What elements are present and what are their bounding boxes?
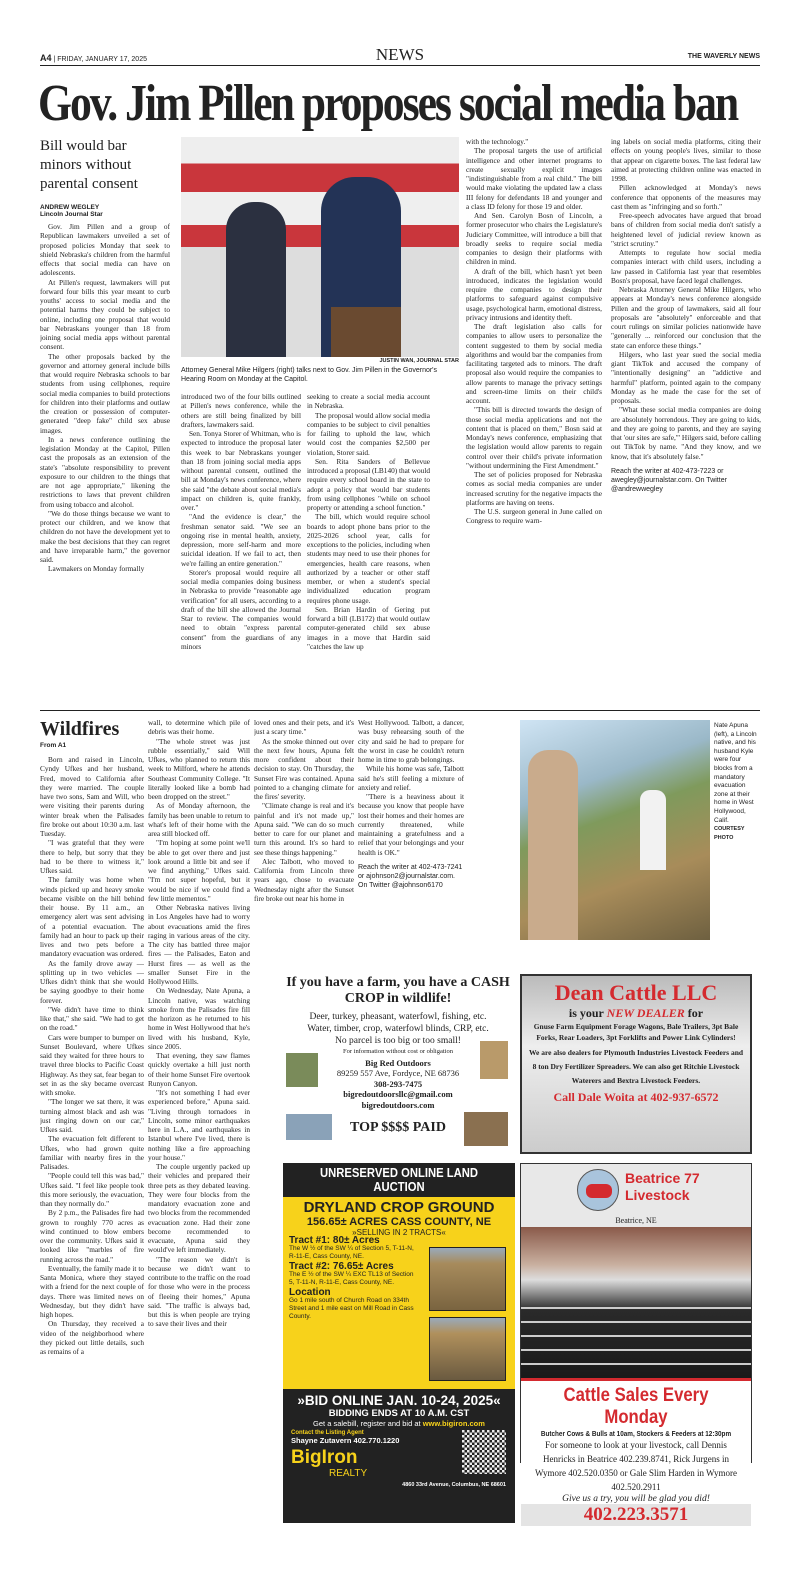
dean-cattle-ad — [520, 974, 752, 1154]
ad-business: Big Red Outdoors — [365, 1057, 431, 1068]
paragraph: Nebraska Attorney General Mike Hilgers, who appears at Monday's news conference alongside Pillen and the group of lawmakers, said all four proposals are "absolutely" enforceable and that court rulings on similar policies nationwide have "generally ... reinforced our conclusion that the state can enforce these things." — [611, 285, 761, 350]
paragraph: loved ones and their pets, and it's just a scary time." — [254, 718, 354, 737]
paragraph: On Wednesday, Nate Apuna, a Lincoln native, was watching smoke from the Palisades fire fill the horizon as he returned to his home in West Hollywood that he's lived with his husband, Kyle, since 2005. — [148, 986, 250, 1051]
paragraph: The evacuation felt different to Ufkes, who had grown quite familiar with nearby fires in the Palisades. — [40, 1134, 144, 1171]
auction-address: 4860 33rd Avenue, Columbus, NE 68601 — [402, 1482, 506, 1488]
paragraph: "The longer we sat there, it was turning almost black and ash was just ringing down on our car," Ufkes said. — [40, 1097, 144, 1134]
story-column-2 — [181, 392, 301, 702]
author: ANDREW WEGLEY — [40, 204, 100, 211]
qr-code[interactable] — [462, 1430, 506, 1474]
paragraph: As of Monday afternoon, the family has been unable to return to what's left of their home with the area still blocked off. — [148, 801, 250, 838]
paragraph: "And the evidence is clear," the freshman senator said. "We see an ongoing rise in mental health, anxiety, depression, more self-harm and more suicidal ideation. If we fail to act, then we're failing an entire generation." — [181, 512, 301, 568]
ad-line: Water, timber, crop, waterfowl blinds, CRP, etc. — [307, 1024, 489, 1034]
ad-tracts: »SELLING IN 2 TRACTS« — [352, 1228, 446, 1237]
wildfires-right-column — [358, 718, 464, 963]
location-title: Location — [289, 1287, 331, 1298]
photo-credit: COURTESY PHOTO — [714, 826, 745, 841]
sale-times: Butcher Cows & Bulls at 10am, Stockers & Feeders at 12:30pm — [540, 1429, 732, 1438]
aerial-photo-1 — [429, 1247, 506, 1311]
paragraph: "There is a heaviness about it because you know that people have lost their homes and their homes are currently threatened, while maintaining a gratefulness and a relief that your belongings and your health is OK." — [358, 792, 464, 857]
photo-credit: JUSTIN WAN, JOURNAL STAR — [379, 358, 459, 364]
story-column-4 — [466, 137, 602, 702]
ad-phone: 402.223.3571 — [521, 1504, 751, 1526]
paragraph: At Pillen's request, lawmakers will put forward four bills this year meant to curb youths' access to social media and the potential harms they could be subject to online, including one proposal that would bar Nebraskans younger than 18 from joining social media apps without parental consent. — [40, 277, 170, 352]
paragraph: introduced two of the four bills outlined at Pillen's news conference, while the others are still being finalized by bill drafters, lawmakers said. — [181, 392, 301, 429]
paragraph: As the smoke thinned out over the next few hours, Apuna felt more confident about their decision to stay. On Thursday, the Sunset Fire was contained. Apuna pointed to a changing climate for the fires' severity. — [254, 736, 354, 801]
tract-2-desc: The E ½ of the SW ¼ EXC TL13 of Section 5, T-11-N, R-11-E, Cass County, NE. — [289, 1271, 414, 1286]
paragraph: Hilgers, who last year sued the social media giant TikTok and accused the company of "intentionally designing" an "addictive and harmful" platform, pointed again to the company Monday as he made the case for the set of proposals. — [611, 349, 761, 405]
paragraph: "This bill is directed towards the design of those social media applications and not the content that is placed on them," Bosn said at Monday's news conference, emphasizing that the legislation would allow parents to regain control over their child's private information "without undermining the First Amendment." — [466, 405, 602, 470]
tract-2-title: Tract #2: 76.65± Acres — [289, 1261, 394, 1272]
sale-barn-photo — [521, 1227, 751, 1381]
big-red-outdoors-ad — [284, 975, 512, 1195]
location-desc: Go 1 mile south of Church Road on 334th Street and 1 mile east on Mill Road in Cass County. — [289, 1297, 414, 1320]
ad-call: Call Dale Woita at 402-937-6572 — [553, 1090, 719, 1104]
paragraph: West Hollywood. Talbott, a dancer, was busy rehearsing south of the city and said he had to prepare for the worst in case he couldn't return home in time to grab belongings. — [358, 718, 464, 764]
wildfires-photo-caption — [714, 722, 760, 842]
ad-city: Beatrice, NE — [615, 1216, 657, 1225]
paragraph: Sen. Brian Hardin of Gering put forward a bill (LB172) that would outlaw computer-generated child sex abuse images in a move that Hardin said "catches the law up — [307, 604, 430, 651]
paragraph: "The whole street was just rubble essentially," said Will Ufkes, who planned to return this week to Milford, where he attends Southeast Community College. "It literally looked like a bomb had been dropped on the street." — [148, 736, 250, 801]
paragraph: ing labels on social media platforms, citing their effects on young people's lives, similar to those that appear on cigarette boxes. The last federal law aimed at protecting children online was enacted in 1998. — [611, 137, 761, 183]
person-selfie — [528, 750, 578, 940]
page-number: A4 — [40, 53, 52, 63]
issue-date: FRIDAY, JANUARY 17, 2025 — [57, 56, 147, 63]
paragraph: Alec Talbott, who moved to California from Lincoln three years ago, chose to evacuate Wednesday night after the Sunset fire broke out near his home in — [254, 856, 354, 903]
paragraph: The draft legislation also calls for companies to allow users to personalize the content suggested to them by social media algorithms and would bar the companies from facilitating targeted ads to minors. The draft proposal also would require the companies to allow parents to manage the privacy settings and screen-time limits on their child's account. — [466, 322, 602, 405]
paragraph: "It's not something I had ever experienced before," Apuna said. "Living through tornadoes in Lincoln, some minor earthquakes here in L.A., and earthquakes in Istanbul where I've lived, there is nothing like a fire approaching your house." — [148, 1088, 250, 1162]
ad-headline: If you have a farm, you have a CASH CROP in wildlife! — [286, 975, 510, 1006]
bid-ends: BIDDING ENDS AT 10 A.M. CST — [328, 1408, 470, 1419]
ad-banner: Cattle Sales Every Monday — [563, 1385, 709, 1428]
beatrice-logo — [521, 1164, 751, 1216]
tract-1-title: Tract #1: 80± Acres — [289, 1235, 380, 1246]
jump-line: From A1 — [40, 742, 67, 749]
ad-website[interactable]: bigredoutdoors.com — [361, 1099, 435, 1110]
subhead-text: Bill would bar minors without parental consent — [40, 138, 138, 192]
paragraph: In a news conference outlining the legislation Monday at the Capitol, Pillen cast the proposals as an extension of the state's "absolute responsibility to prevent exposure to our children to the things that are not age appropriate," likening the restrictions to laws that prevent children from using tobacco and alcohol. — [40, 434, 170, 509]
story-column-3 — [307, 392, 430, 702]
paragraph: Free-speech advocates have argued that broad bans of children from social media don't satisfy a heightened level of judicial review known as "strict scrutiny." — [611, 211, 761, 248]
paragraph: That evening, they saw flames quickly overtake a hill just north of their home Sunset Fire overtook Runyon Canyon. — [148, 1051, 250, 1088]
wildfires-column-3 — [254, 718, 354, 958]
photo-caption: Attorney General Mike Hilgers (right) talks next to Gov. Jim Pillen in the Governor's Hearing Room on Monday at the Capitol. — [181, 367, 438, 383]
page-info: A4 | FRIDAY, JANUARY 17, 2025 — [40, 53, 147, 63]
paragraph: wall, to determine which pile of debris was their home. — [148, 718, 250, 737]
podium — [331, 307, 401, 357]
paragraph: The proposal targets the use of artificial intelligence and other internet programs to create sexually explicit images "indistinguishable from a real child." The bill would make violating the updated law a class III felony for defendants 18 and younger and a class ID felony for those 19 and older. — [466, 146, 602, 211]
page-header — [40, 45, 760, 66]
paragraph: The proposal would allow social media companies to be subject to civil penalties for failing to uphold the law, which would cost the companies $2,500 per violation, Storer said. — [307, 410, 430, 457]
ad-slogan: Give us a try, you will be glad you did! — [562, 1494, 710, 1504]
writer-contact: Reach the writer at 402-473-7223 or awegley@journalstar.com. On Twitter @andrewwegley — [611, 467, 727, 493]
paragraph: The bill, which would require school boards to adopt phone bans prior to the 2025-2026 school year, calls for exceptions to the policies, including when students may need to use their phones for emergencies, health care reasons, when authorized by a teacher or other staff member, or when a student's special individualized education program requires phone usage. — [307, 512, 430, 605]
paragraph: "What these social media companies are doing are absolutely horrendous. They are going to kids, and they are going to parents, and they are saying that 'our sites are safe,'" Hilgers said, before calling out TikTok by name. "And they know, and we know, that it's absolutely false." — [611, 405, 761, 461]
paragraph: On Thursday, they received a video of the neighborhood where they picked out little details, such as remains of a — [40, 1319, 144, 1356]
paragraph: And Sen. Carolyn Bosn of Lincoln, a former prosecutor who chairs the Legislature's Judiciary Committee, will introduce a bill that broadly seeks to require social media companies to design their platforms with children in mind. — [466, 211, 602, 267]
wildfires-column-4 — [358, 718, 464, 857]
paragraph: The other proposals backed by the governor and attorney general include bills that would require Nebraska schools to bar students from using cellphones, require social media companies to build protections for children into their platforms and outlaw the creation or possession of computer-generated "deep fake" child sex abuse images. — [40, 351, 170, 435]
story-photo — [181, 137, 459, 357]
wildfires-column-1 — [40, 755, 144, 1545]
logo-name: Livestock — [625, 1187, 690, 1203]
logo-text: BigIron — [291, 1447, 358, 1468]
ad-address: 89259 557 Ave, Fordyce, NE 68736 — [336, 1068, 460, 1078]
register-text: Get a salebill, register and bid at — [313, 1419, 421, 1428]
paragraph: Other Nebraska natives living in Los Angeles have had to worry about evacuations amid the fires raging in various areas of the city. The city has battled three major fires — the Palisades, Eaton and Hurst fires — as well as the smaller Sunset Fire in the Hollywood Hills. — [148, 903, 250, 986]
paragraph: Sen. Tonya Storer of Whitman, who is expected to introduce the proposal later this week to bar Nebraskans younger than 18 from joining social media apps without parental consent, outlined the bill at Monday's news conference, where she said "the debate about social media's impact on children is, quite frankly, over." — [181, 429, 301, 512]
ad-business: Dean Cattle LLC — [554, 980, 718, 1005]
bid-dates: »BID ONLINE JAN. 10-24, 2025« — [297, 1393, 501, 1408]
paragraph: Eventually, the family made it to Santa Monica, where they stayed with a friend for the next couple of days. There was limited news on Wednesday, but they didn't have high hopes. — [40, 1263, 144, 1319]
logo-text: REALTY — [329, 1468, 368, 1479]
wildfires-headline: Wildfires — [40, 718, 120, 740]
ad-emphasis: NEW DEALER — [606, 1006, 685, 1020]
paragraph: Sen. Rita Sanders of Bellevue introduced a proposal (LB140) that would require every school board in the state to adopt a policy that would bar students from using cellphones "while on school property or attending a school function." — [307, 456, 430, 512]
bull-logo-icon — [577, 1169, 619, 1211]
story-right-column — [611, 137, 761, 702]
paragraph: "The reason we didn't is because we didn't want to contribute to the traffic on the road for those who were in the process of fleeing their homes," Apuna said. "The traffic is always bad, but this is when people are trying to save their lives and their — [148, 1254, 250, 1329]
ad-info: For information without cost or obligation — [343, 1048, 453, 1055]
wildfires-photo — [520, 720, 710, 940]
story-left-column — [40, 137, 170, 702]
ad-dealers: We are also dealers for Plymouth Industries Livestock Feeders and 8 ton Dry Fertilizer Spreaders. We can also get Ritchie Livestock Waterers and Bextra Livestock Feeders. — [528, 1048, 744, 1085]
paragraph: seeking to create a social media account in Nebraska. — [307, 392, 430, 411]
subheadline — [40, 137, 170, 194]
paragraph: By 2 p.m., the Palisades fire had grown to roughly 770 acres as wind continued to blow embers over the community. Ufkes said it looked like "marbles of fire running across the road." — [40, 1208, 144, 1264]
paragraph: with the technology." — [466, 137, 529, 146]
beatrice-livestock-ad — [520, 1163, 752, 1525]
contact-label: Contact the Listing Agent — [291, 1430, 364, 1436]
paragraph: Born and raised in Lincoln, Cyndy Ufkes and her husband, Fred, moved to California after they were married. The couple have two sons, Sam and Will, who were visiting their parents during winter break when the Palisades fire broke out about 10:30 a.m. last Tuesday. — [40, 755, 144, 838]
paragraph: Pillen acknowledged at Monday's news conference that opponents of the measures may cast them as "infringing and so forth." — [611, 183, 761, 211]
ad-title: DRYLAND CROP GROUND — [303, 1199, 495, 1216]
realty-logo — [291, 1468, 455, 1480]
paragraph: Attempts to regulate how social media companies interact with child users, including a law passed in California last year that resembles Bosn's proposal, have faced legal challenges. — [611, 248, 761, 285]
paragraph: "I'm hoping at some point we'll be able to get over there and just look around a little bit and see if we find anything," Ufkes said. "I'm not super hopeful, but it would be nice if we could find a few little mementos." — [148, 838, 250, 903]
paragraph: Gov. Jim Pillen and a group of Republican lawmakers unveiled a set of proposed policies Monday that seek to shield Nebraska's children from the harmful effects that social media can have on adolescents. — [40, 222, 170, 278]
paragraph: "We do those things because we want to protect our children, and we know that children do not have the development yet to make the best decisions that they can regret and have irreparable harm," the governor said. — [40, 508, 170, 564]
pheasant-photo — [480, 1041, 508, 1079]
headline: Gov. Jim Pillen proposes social media ban — [38, 75, 738, 132]
paragraph: A draft of the bill, which hasn't yet been introduced, indicates the legislation would require the companies to design their platforms to safeguard against compulsive usage, psychological harm, emotional distress, privacy intrusions and identity theft. — [466, 266, 602, 322]
ad-products: Gnuse Farm Equipment Forage Wagons, Bale Trailers, 3pt Bale Forks, Rear Loaders, 3pt Forklifts and Power Link Cylinders! — [533, 1022, 739, 1042]
paragraph: The U.S. surgeon general in June called on Congress to require warn- — [466, 507, 602, 526]
ad-text: is your — [568, 1006, 604, 1020]
paragraph: The family was home when winds picked up and heavy smoke became visible on the hill behind their house. By 11 a.m., an emergency alert was sent advising of a potential evacuation. The family had an hour to pack up their lives and two pets before a mandatory evacuation was ordered. — [40, 875, 144, 959]
wildfires-writer-contact: Reach the writer at 402-473-7241 or ajohnson2@journalstar.com. On Twitter @ajohnson6170 — [358, 863, 463, 889]
paragraph: Cars were bumper to bumper on Sunset Boulevard, where Ufkes said they waited for three hours to travel three blocks to Pacific Coast Highway. As they sat, fear began to set in as the sky became overcast with smoke. — [40, 1032, 144, 1097]
paragraph: "Climate change is real and it's painful and it's not made up," Apuna said. "We can do so much better to care for our planet and turn this around. It's so hard to see these things happening." — [254, 801, 354, 857]
truck-photo — [464, 1112, 508, 1146]
caption-text: Nate Apuna (left), a Lincoln native, and his husband Kyle were four blocks from a mandatory evacuation zone at their home in West Hollywood, Calif. — [714, 722, 757, 824]
ad-tagline-row — [284, 1120, 512, 1136]
paragraph: The set of policies proposed for Nebraska comes as social media companies are under increased scrutiny for the negative impacts the platforms are having on teens. — [466, 470, 602, 507]
tract-1-desc: The W ½ of the SW ¼ of Section 5, T-11-N, R-11-E, Cass County, NE. — [289, 1245, 414, 1260]
section-name: NEWS — [375, 45, 425, 64]
story-column-5 — [611, 137, 761, 461]
ad-contacts: For someone to look at your livestock, call Dennis Henricks in Beatrice 402.239.8741, Rick Jurgens in Wymore 402.520.0350 or Gale Slim Harden in Wymore 402.520.2911 — [535, 1440, 737, 1492]
ad-email[interactable]: bigredoutdoorsllc@gmail.com — [343, 1089, 453, 1099]
paper-name: THE WAVERLY NEWS — [687, 53, 760, 60]
field-photo — [286, 1114, 332, 1140]
paragraph: Lawmakers on Monday formally — [48, 564, 145, 574]
paragraph: Storer's proposal would require all social media companies doing business in Nebraska to provide "reasonable age verification" for all users, according to a draft of the bill she allowed the Journal Star to review. The companies would need to obtain "express parental consent" from the guardians of any minors — [181, 567, 301, 651]
byline — [40, 204, 170, 218]
ad-tagline: TOP $$$$ PAID — [350, 1120, 446, 1135]
wildfires-column-2 — [148, 718, 250, 1545]
paragraph: "People could tell this was bad," Ufkes said. "I feel like people took this more seriously, the evacuation, than they normally do." — [40, 1171, 144, 1208]
ad-line: No parcel is too big or too small! — [335, 1036, 461, 1046]
person-left — [226, 202, 286, 357]
paragraph: "I was grateful that they were there to help, but sorry that they had to be there to witness it," Ufkes said. — [40, 838, 144, 875]
aerial-photo-2 — [429, 1317, 506, 1381]
paragraph: "We didn't have time to think like that," she said. "We had to get on the road." — [40, 1004, 144, 1033]
divider — [40, 710, 760, 711]
person-standing — [640, 790, 666, 870]
land-auction-ad — [283, 1163, 515, 1523]
bigiron-logo — [291, 1447, 455, 1468]
hunter-photo — [286, 1053, 318, 1087]
ad-text: for — [687, 1006, 704, 1020]
ad-phone: 308-293-7475 — [373, 1078, 423, 1089]
paragraph: The couple urgently packed up their vehicles and prepared their three pets as they debated leaving. They were four blocks from the mandatory evacuation zone and two blocks from the recommended evacuation zone. Had their zone become recommended to evacuate, Apuna said they would've left immediately. — [148, 1162, 250, 1255]
author-org: Lincoln Journal Star — [40, 211, 103, 218]
ad-line: Deer, turkey, pheasant, waterfowl, fishing, etc. — [309, 1012, 487, 1022]
bigiron-link[interactable]: www.bigiron.com — [422, 1419, 485, 1428]
ad-acres: 156.65± ACRES CASS COUNTY, NE — [306, 1216, 492, 1228]
paragraph: As the family drove away — splitting up in two vehicles — Ufkes didn't think that she would be saying goodbye to their home forever. — [40, 958, 144, 1005]
story-column-1 — [40, 222, 170, 574]
ad-top: UNRESERVED ONLINE LAND AUCTION — [320, 1166, 478, 1194]
logo-name: Beatrice 77 — [625, 1170, 700, 1186]
agent: Shayne Zutavern 402.770.1220 — [291, 1436, 400, 1445]
paragraph: While his home was safe, Talbott said he's still feeling a mixture of anxiety and relief. — [358, 764, 464, 792]
